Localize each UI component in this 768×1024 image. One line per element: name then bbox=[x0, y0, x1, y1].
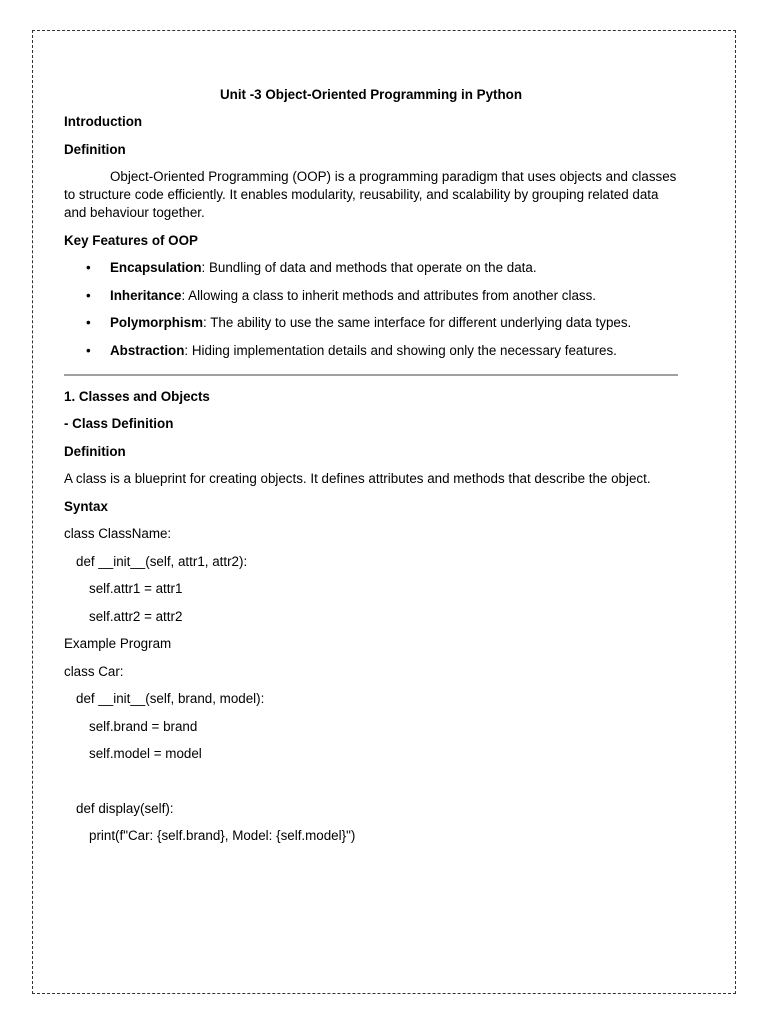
document-body bbox=[64, 86, 678, 855]
bullet-icon: • bbox=[86, 342, 91, 358]
example-line: def display(self): bbox=[76, 800, 174, 816]
syntax-line: class ClassName: bbox=[64, 526, 172, 541]
syntax-line: self.attr1 = attr1 bbox=[89, 581, 183, 596]
bullet-icon: • bbox=[86, 315, 91, 330]
feature-term: Encapsulation bbox=[110, 260, 202, 275]
syntax-line: def __init__(self, attr1, attr2): bbox=[76, 553, 248, 569]
features-list bbox=[64, 259, 678, 360]
definition-paragraph: Object-Oriented Programming (OOP) is a programming paradigm that uses objects and classes to structure code efficiently. It enables modularity, reusability, and scalability by grouping related data and behaviour together. bbox=[64, 169, 677, 220]
feature-desc: : Allowing a class to inherit methods and attributes from another class. bbox=[181, 287, 597, 303]
list-item bbox=[64, 342, 678, 360]
feature-desc: : Bundling of data and methods that operate on the data. bbox=[201, 260, 537, 275]
example-line: print(f"Car: {self.brand}, Model: {self.model}") bbox=[89, 828, 356, 843]
example-line: self.brand = brand bbox=[89, 718, 198, 734]
bullet-icon: • bbox=[86, 287, 91, 303]
list-item bbox=[64, 314, 678, 332]
page-title: Unit -3 Object-Oriented Programming in Python bbox=[219, 87, 523, 102]
feature-desc: : The ability to use the same interface for different underlying data types. bbox=[203, 315, 632, 330]
example-line: self.model = model bbox=[89, 746, 202, 761]
feature-term: Abstraction bbox=[110, 342, 185, 358]
blank-line bbox=[64, 773, 678, 800]
definition-heading: Definition bbox=[64, 141, 126, 157]
feature-term: Polymorphism bbox=[110, 315, 204, 330]
features-heading: Key Features of OOP bbox=[64, 232, 198, 248]
syntax-heading: Syntax bbox=[64, 498, 108, 514]
list-item bbox=[64, 287, 678, 305]
example-heading: Example Program bbox=[64, 636, 172, 651]
bullet-icon: • bbox=[86, 260, 91, 275]
feature-desc: : Hiding implementation details and showing only the necessary features. bbox=[184, 342, 617, 358]
class-definition-heading: Definition bbox=[64, 443, 126, 459]
syntax-line: self.attr2 = attr2 bbox=[89, 608, 183, 624]
section-heading: 1. Classes and Objects bbox=[64, 388, 210, 404]
list-item bbox=[64, 259, 678, 277]
section-divider bbox=[64, 374, 678, 376]
intro-heading: Introduction bbox=[64, 114, 143, 129]
feature-term: Inheritance bbox=[110, 287, 182, 303]
subsection-heading: - Class Definition bbox=[64, 416, 174, 431]
example-line: def __init__(self, brand, model): bbox=[76, 691, 265, 706]
class-definition-paragraph: A class is a blueprint for creating objects. It defines attributes and methods that describe the object. bbox=[64, 471, 651, 486]
example-line: class Car: bbox=[64, 663, 124, 679]
